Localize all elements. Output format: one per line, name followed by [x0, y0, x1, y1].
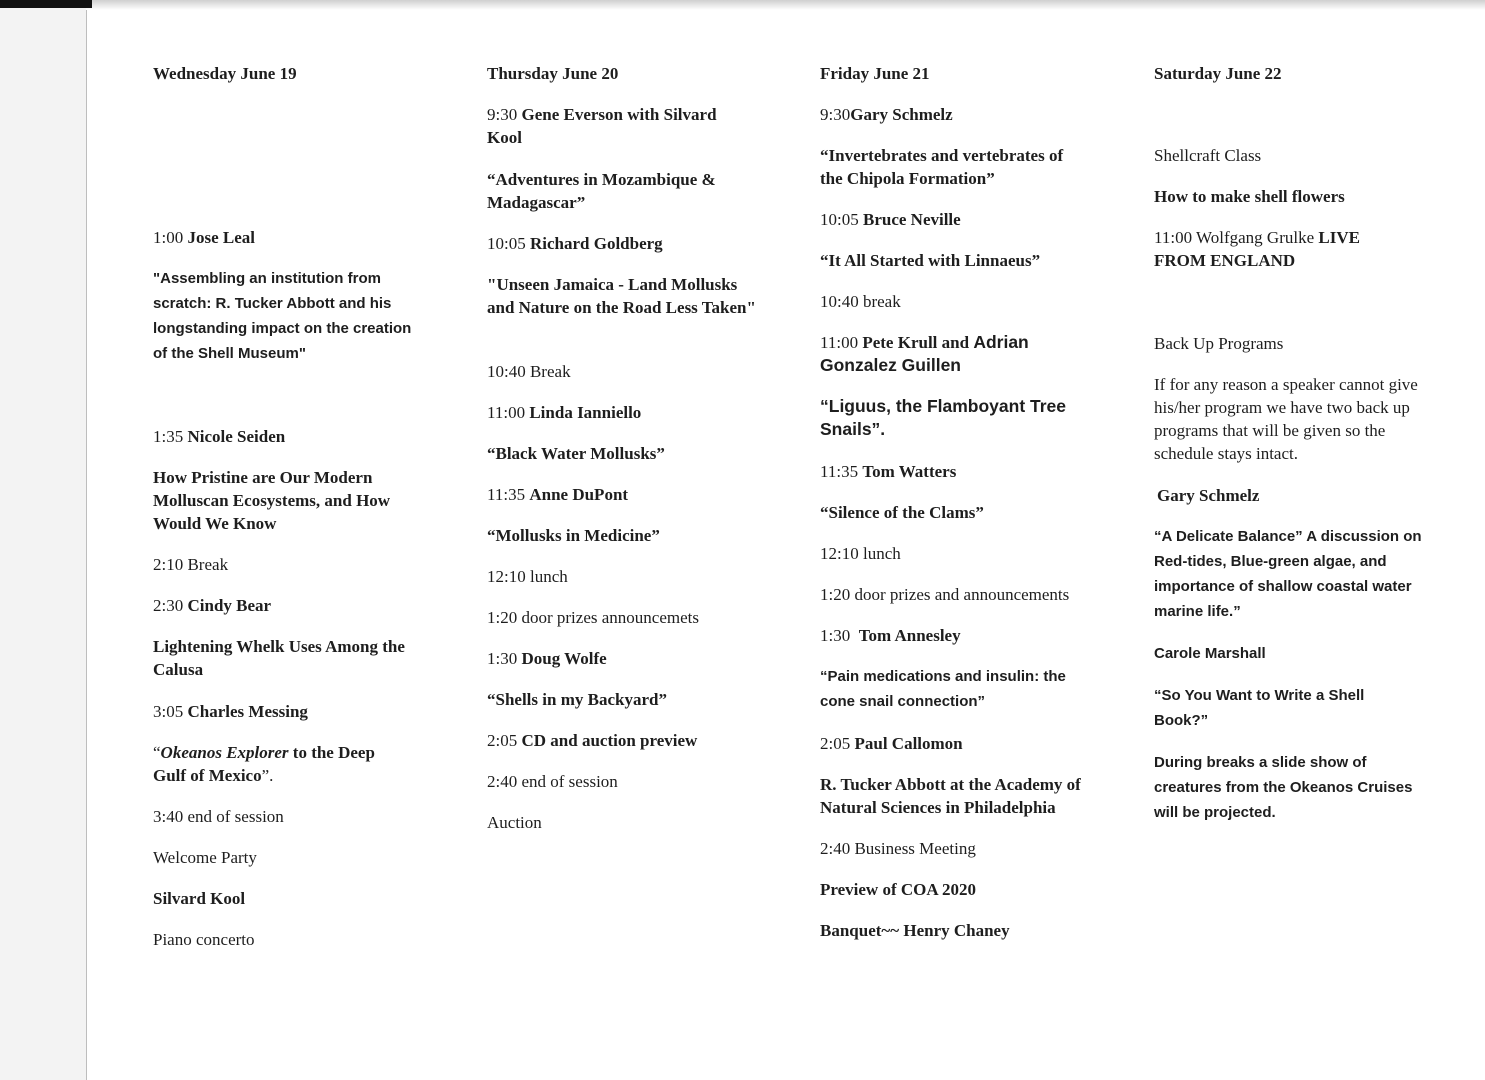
backup-speaker: Gary Schmelz — [1157, 486, 1260, 505]
preview-entry: Preview of COA 2020 — [820, 880, 976, 899]
session-cd-auction: 2:05 CD and auction preview — [487, 731, 698, 750]
break-entry: 10:40 break — [820, 292, 901, 311]
session-charles-messing: 3:05 Charles Messing — [153, 702, 308, 721]
talk-title: “Liguus, the Flamboyant Tree Snails”. — [820, 396, 1067, 439]
day-heading: Thursday June 20 — [487, 64, 619, 83]
scan-corner-mark — [0, 0, 92, 8]
backup-speaker: Carole Marshall — [1154, 645, 1266, 662]
door-prizes: 1:20 door prizes announcemets — [487, 608, 699, 627]
backup-heading: Back Up Programs — [1154, 334, 1284, 353]
lunch-entry: 12:10 lunch — [487, 567, 568, 586]
break-entry: 10:40 Break — [487, 362, 571, 381]
end-of-session: 3:40 end of session — [153, 807, 284, 826]
backup-talk-title: “A Delicate Balance” A discussion on Red-tides, Blue-green algae, and importance of shallow coastal water marine life.” — [1154, 528, 1422, 620]
session-tom-annesley: 1:30 Tom Annesley — [820, 626, 961, 645]
talk-title: “Shells in my Backyard” — [487, 690, 667, 709]
business-meeting: 2:40 Business Meeting — [820, 839, 976, 858]
talk-title: Lightening Whelk Uses Among the Calusa — [153, 637, 405, 679]
talk-title: “Black Water Mollusks” — [487, 444, 665, 463]
backup-description: If for any reason a speaker cannot give his/her program we have two back up programs that will be given so the schedule stays intact. — [1154, 375, 1418, 463]
session-pete-krull: 11:00 Pete Krull and Adrian Gonzalez Guillen — [820, 332, 1029, 375]
session-paul-callomon: 2:05 Paul Callomon — [820, 734, 963, 753]
session-anne-dupont: 11:35 Anne DuPont — [487, 485, 629, 504]
performance: Piano concerto — [153, 930, 255, 949]
session-gene-everson: 9:30 Gene Everson with Silvard Kool — [487, 105, 717, 147]
scan-left-margin — [0, 0, 87, 1080]
performer-name: Silvard Kool — [153, 889, 246, 908]
session-linda-ianniello: 11:00 Linda Ianniello — [487, 403, 642, 422]
end-of-session: 2:40 end of session — [487, 772, 618, 791]
talk-title: “Okeanos Explorer to the Deep Gulf of Mexico”. — [153, 743, 375, 785]
shellcraft-class: Shellcraft Class — [1154, 146, 1262, 165]
lunch-entry: 12:10 lunch — [820, 544, 901, 563]
session-cindy-bear: 2:30 Cindy Bear — [153, 596, 272, 615]
welcome-party: Welcome Party — [153, 848, 257, 867]
session-wolfgang-grulke: 11:00 Wolfgang Grulke LIVE FROM ENGLAND — [1154, 228, 1360, 270]
talk-title: "Assembling an institution from scratch: R. Tucker Abbott and his longstanding impact on the creation of the Shell Museum" — [153, 270, 412, 362]
talk-title: How Pristine are Our Modern Molluscan Ecosystems, and How Would We Know — [153, 468, 391, 533]
talk-title: “Invertebrates and vertebrates of the Chipola Formation” — [820, 146, 1064, 188]
talk-title: “Pain medications and insulin: the cone snail connection” — [820, 668, 1066, 710]
session-doug-wolfe: 1:30 Doug Wolfe — [487, 649, 607, 668]
shellcraft-title: How to make shell flowers — [1154, 187, 1345, 206]
backup-talk-title: “So You Want to Write a Shell Book?” — [1154, 687, 1365, 729]
door-prizes: 1:20 door prizes and announcements — [820, 585, 1070, 604]
talk-title: “Mollusks in Medicine” — [487, 526, 660, 545]
day-heading: Wednesday June 19 — [153, 64, 297, 83]
session-tom-watters: 11:35 Tom Watters — [820, 462, 957, 481]
talk-title: “Adventures in Mozambique & Madagascar” — [487, 170, 716, 212]
talk-title: "Unseen Jamaica - Land Mollusks and Nature on the Road Less Taken" — [487, 275, 756, 317]
session-gary-schmelz: 9:30Gary Schmelz — [820, 105, 953, 124]
day-heading: Friday June 21 — [820, 64, 930, 83]
break-entry: 2:10 Break — [153, 555, 229, 574]
scan-top-shadow — [86, 0, 1485, 10]
session-richard-goldberg: 10:05 Richard Goldberg — [487, 234, 663, 253]
slideshow-note: During breaks a slide show of creatures from the Okeanos Cruises will be projected. — [1154, 754, 1413, 821]
session-nicole-seiden: 1:35 Nicole Seiden — [153, 427, 286, 446]
talk-title: “Silence of the Clams” — [820, 503, 984, 522]
auction-entry: Auction — [487, 813, 542, 832]
day-heading: Saturday June 22 — [1154, 64, 1282, 83]
banquet-entry: Banquet~~ Henry Chaney — [820, 921, 1010, 940]
talk-title: R. Tucker Abbott at the Academy of Natural Sciences in Philadelphia — [820, 775, 1081, 817]
session-bruce-neville: 10:05 Bruce Neville — [820, 210, 961, 229]
talk-title: “It All Started with Linnaeus” — [820, 251, 1041, 270]
session-jose-leal: 1:00 Jose Leal — [153, 228, 256, 247]
